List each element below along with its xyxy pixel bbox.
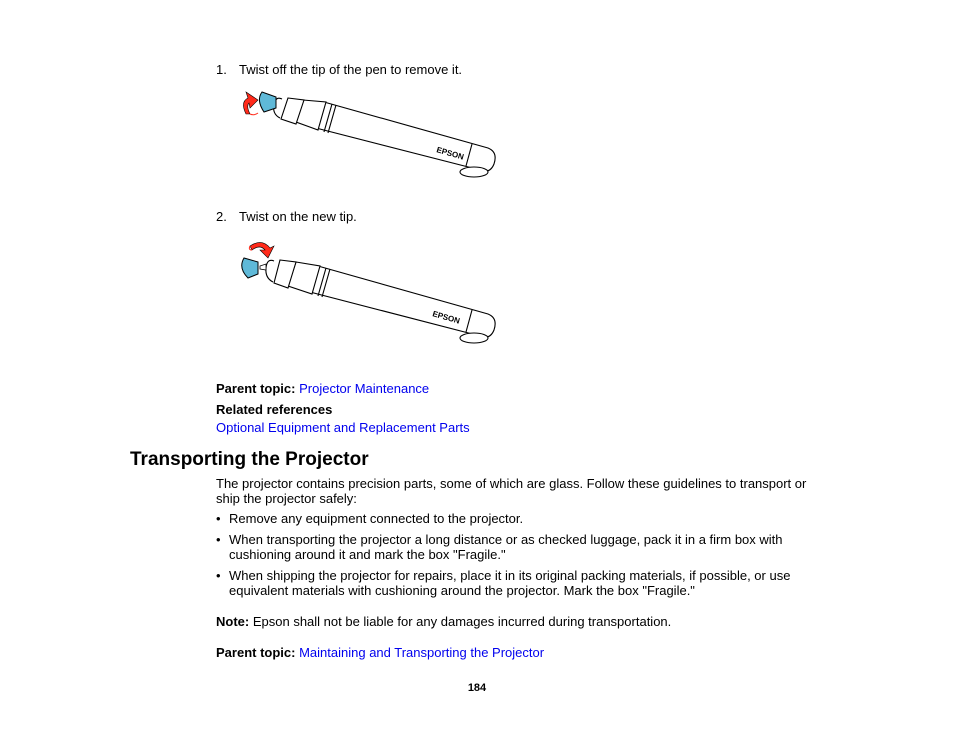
page-number: 184 bbox=[467, 682, 487, 694]
twist-on-arrow-icon bbox=[249, 242, 274, 258]
stylus-pen bbox=[266, 260, 495, 343]
pen-brand-label-2: EPSON bbox=[431, 309, 461, 326]
bullet-item bbox=[216, 532, 819, 562]
pen-tip-attach-illustration bbox=[236, 236, 502, 348]
step-1-number: 1. bbox=[216, 62, 227, 77]
twist-off-arrow-icon bbox=[243, 92, 258, 115]
note bbox=[216, 614, 671, 629]
pen-tip-icon-2 bbox=[242, 258, 258, 278]
bullet-text: When transporting the projector a long distance or as checked luggage, pack it in a firm box with cushioning around it and mark the box "Fragile." bbox=[229, 532, 783, 562]
bullet-item bbox=[216, 568, 819, 598]
projector-maintenance-link[interactable]: Projector Maintenance bbox=[299, 381, 430, 396]
step-1-text: Twist off the tip of the pen to remove it. bbox=[239, 62, 463, 77]
parent-topic-label-2: Parent topic: bbox=[216, 645, 296, 660]
note-label: Note: bbox=[216, 614, 250, 629]
step-2-number: 2. bbox=[216, 209, 227, 224]
bullet-item bbox=[216, 511, 819, 526]
step-2-text: Twist on the new tip. bbox=[239, 209, 357, 224]
related-references-heading: Related references bbox=[216, 402, 333, 417]
parent-topic-2 bbox=[216, 645, 544, 660]
related-reference-item bbox=[216, 420, 470, 435]
bullet-marker: • bbox=[216, 532, 221, 547]
pen-tip-icon bbox=[259, 92, 276, 112]
pen-nib-icon bbox=[260, 264, 266, 270]
bullet-marker: • bbox=[216, 568, 221, 583]
step-1 bbox=[216, 62, 516, 78]
section-intro: The projector contains precision parts, some of which are glass. Follow these guidelines to transport or ship the projector safely: bbox=[216, 476, 807, 506]
pen-tip-removal-illustration bbox=[236, 86, 502, 182]
step-2 bbox=[216, 209, 516, 225]
bullet-text: Remove any equipment connected to the projector. bbox=[229, 511, 524, 526]
note-text: Epson shall not be liable for any damages incurred during transportation. bbox=[252, 614, 672, 629]
bullet-text: When shipping the projector for repairs, place it in its original packing materials, if possible, or use equivalent materials with cushioning around the projector. Mark the box "Fragile." bbox=[229, 568, 791, 598]
bullet-marker: • bbox=[216, 511, 221, 526]
section-title: Transporting the Projector bbox=[130, 449, 369, 470]
parent-topic-label: Parent topic: bbox=[216, 381, 296, 396]
parent-topic bbox=[216, 381, 429, 396]
optional-equipment-link[interactable]: Optional Equipment and Replacement Parts bbox=[216, 420, 470, 435]
stylus-pen bbox=[274, 98, 496, 177]
pen-brand-label: EPSON bbox=[435, 145, 465, 162]
maintaining-transporting-link[interactable]: Maintaining and Transporting the Projector bbox=[299, 645, 545, 660]
